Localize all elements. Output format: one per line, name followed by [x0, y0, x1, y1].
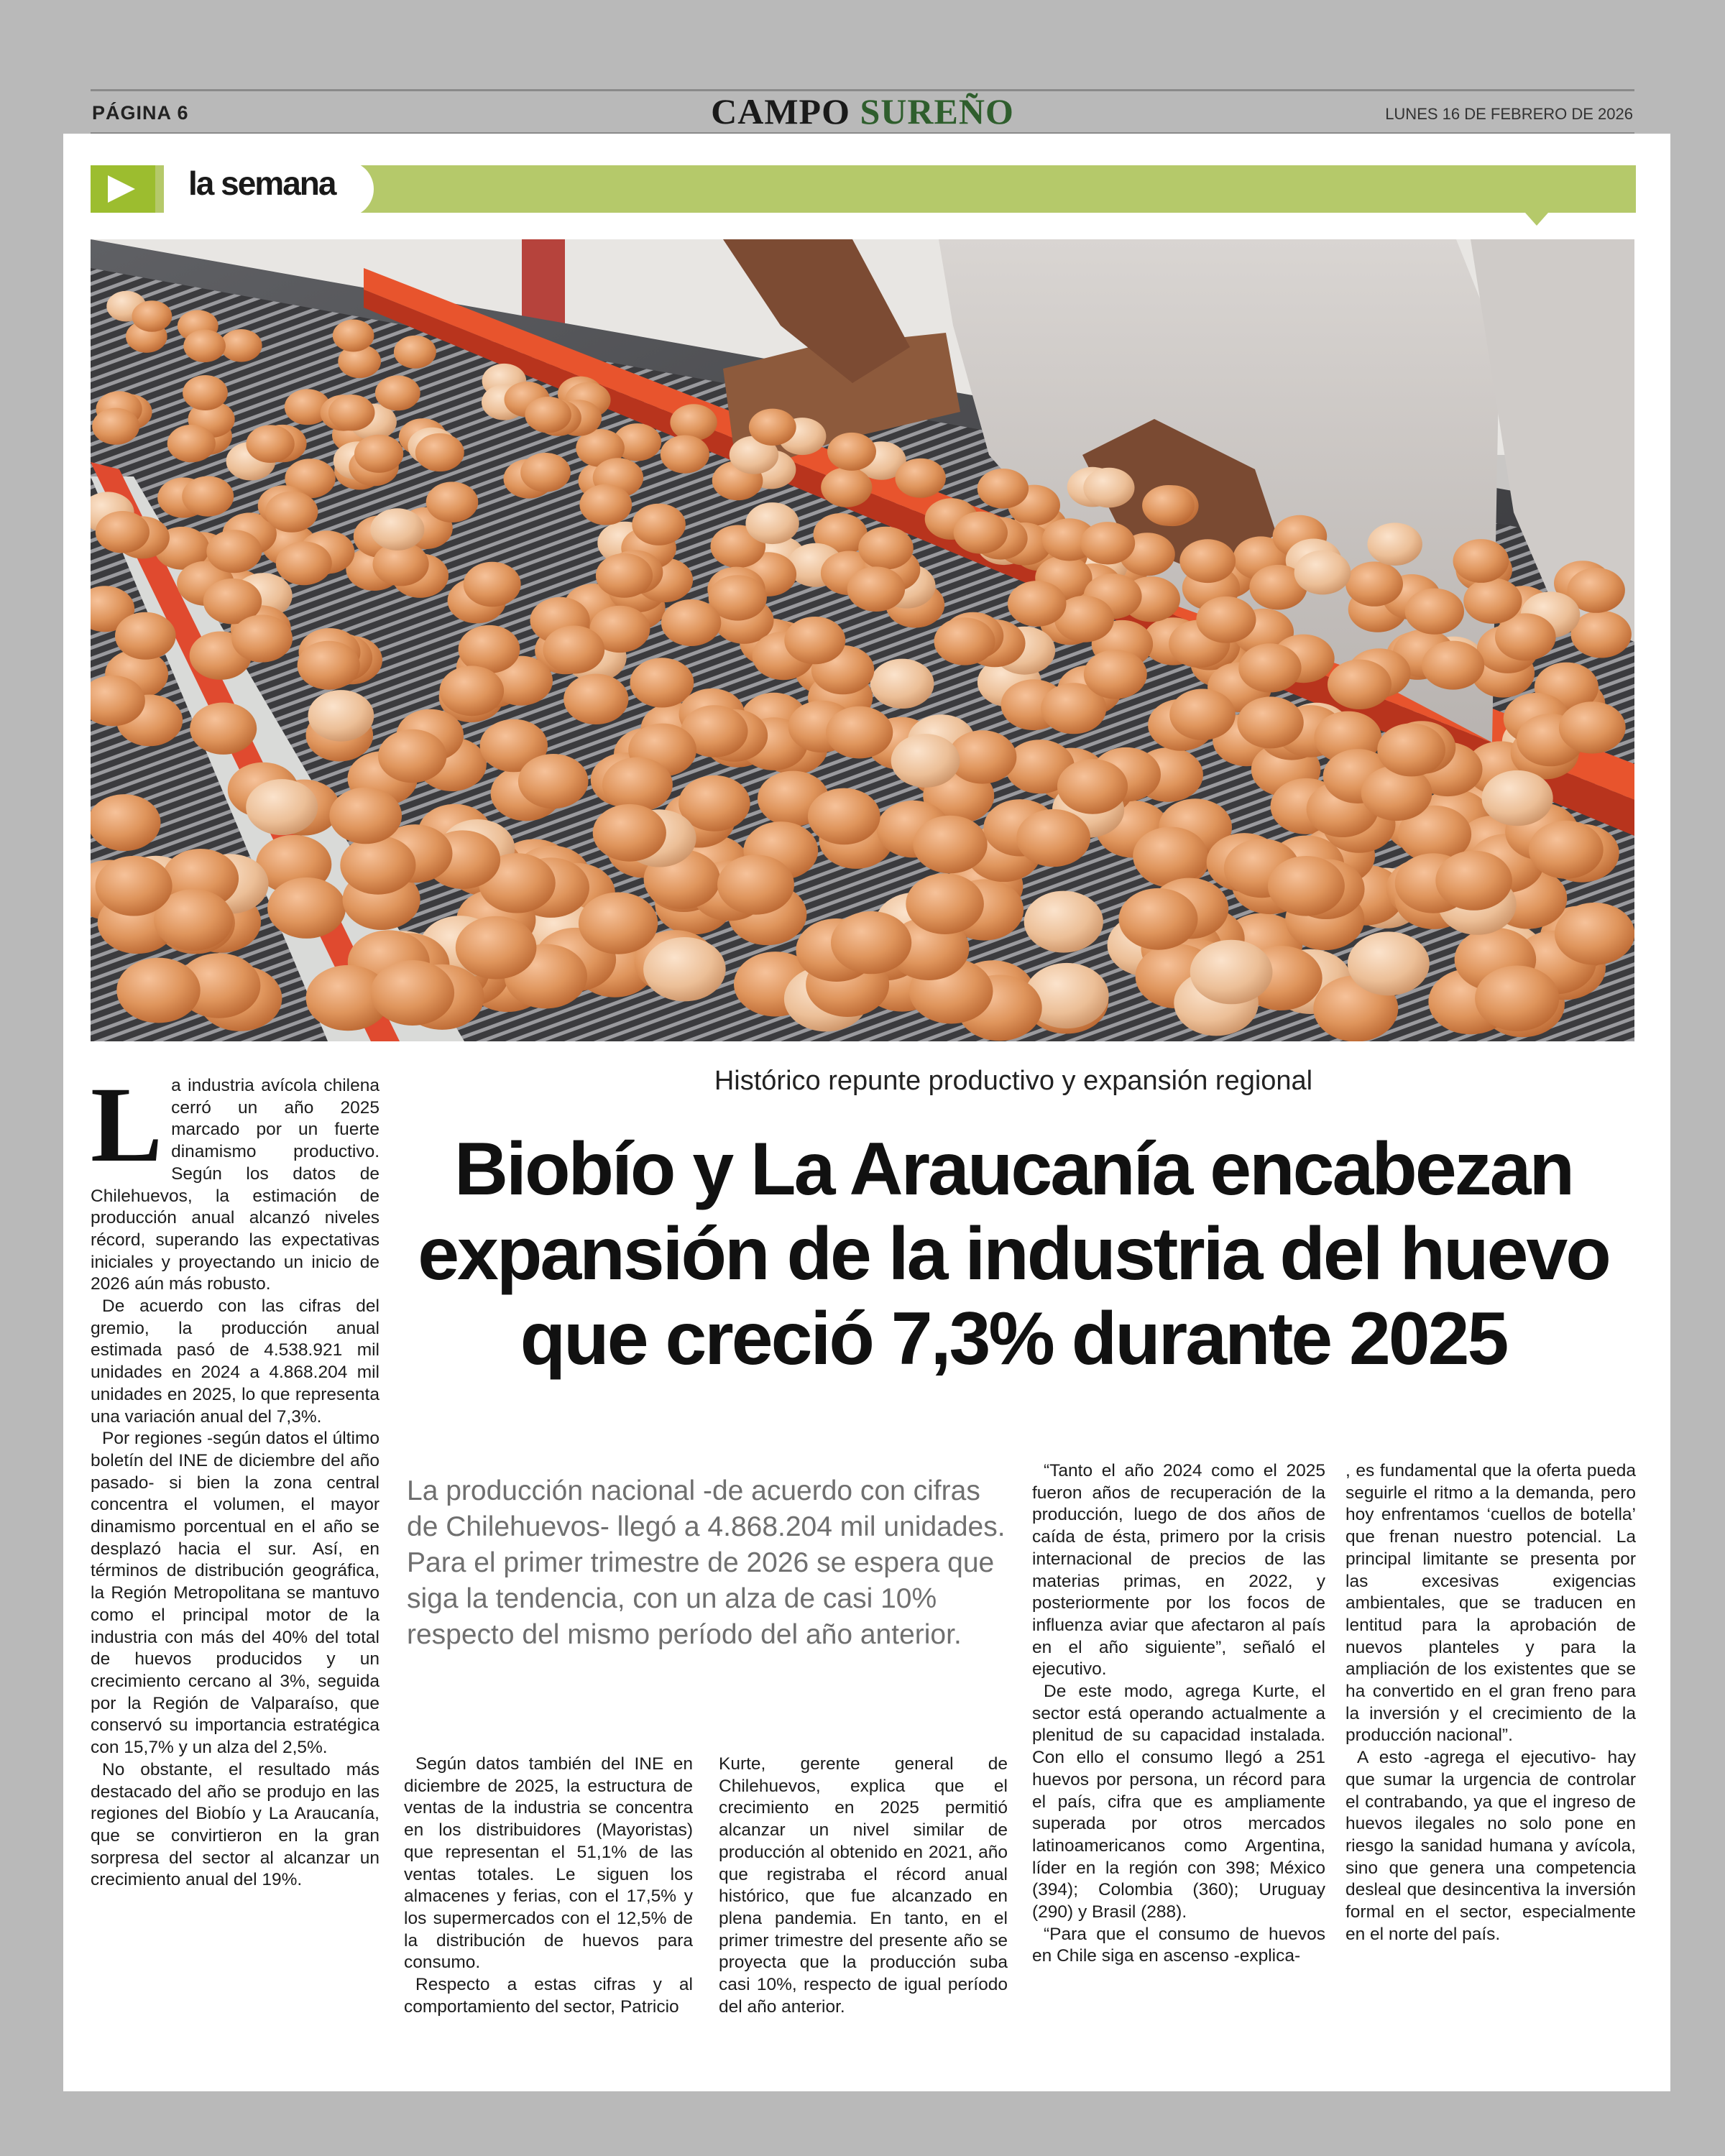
headline-line: expansión de la industria del huevo	[418, 1212, 1609, 1296]
egg	[602, 757, 673, 812]
egg	[116, 958, 200, 1023]
headline-line: que creció 7,3% durante 2025	[520, 1297, 1507, 1381]
egg	[265, 492, 318, 533]
egg	[745, 502, 799, 544]
page-number: PÁGINA 6	[92, 102, 189, 124]
paragraph: A esto -agrega el ejecutivo- hay que sumar la urgencia de controlar el contrabando, ya que el ingreso de huevos ilegales no solo pone en riesgo la sanidad humana y avícola, sino que genera una competencia desleal que desincentiva la inversión formal en el sector, especialmente en el norte del país.	[1346, 1748, 1636, 1944]
egg	[96, 856, 172, 916]
text-column-3	[719, 1754, 1008, 2018]
egg	[596, 553, 653, 598]
masthead-campo: CAMPO	[711, 91, 850, 132]
egg	[564, 674, 628, 724]
egg	[1482, 770, 1553, 826]
egg	[643, 937, 726, 1001]
egg	[1405, 589, 1464, 635]
egg	[579, 484, 632, 525]
egg	[267, 877, 346, 939]
egg	[978, 469, 1029, 509]
egg	[91, 794, 161, 851]
egg	[220, 329, 262, 362]
drop-cap: L	[91, 1065, 163, 1184]
egg	[1346, 561, 1403, 606]
egg	[1179, 539, 1236, 583]
egg	[340, 836, 415, 895]
egg	[831, 911, 911, 974]
egg	[1133, 827, 1208, 885]
egg	[1190, 940, 1273, 1005]
eggs-on-conveyor-photo	[91, 239, 1634, 1041]
paragraph: No obstante, el resultado más destacado del año se produjo en las regiones del Biobío y La Araucanía, que se convirtieron en la gran sorpresa del sector al alcanzar un crecimiento anual del 19%.	[91, 1759, 380, 1890]
egg	[1084, 650, 1147, 699]
article-headline	[402, 1127, 1624, 1381]
egg	[858, 527, 914, 570]
egg	[1196, 596, 1256, 643]
paragraph: Por regiones -según datos el último boletín del INE de diciembre del año pasado- si bien la zona central concentra el volumen, el mayor dinamismo porcentual en el año se desplazó hacia el sur. Así, en términos de distribución geográfica, la Región Metropolitana se mantuvo como el principal motor de la industria con más del 40% del total de huevos producidos y un crecimiento cercano al 3%, seguida por la Región de Valparaíso, que conservó su importancia estratégica con 15,7% y un alza del 2,5%.	[91, 1429, 380, 1758]
egg	[183, 330, 226, 363]
paragraph: De acuerdo con las cifras del gremio, la producción anual estimada pasó de 4.538.921 mil unidades en 2024 a 4.868.204 mil unidades en 2025, lo que representa una variación anual del 7,3%.	[91, 1296, 380, 1427]
egg	[896, 459, 946, 498]
egg	[518, 754, 589, 808]
egg	[1008, 581, 1067, 627]
egg	[426, 482, 479, 522]
article-lead: La producción nacional -de acuerdo con cifras de Chilehuevos- llegó a 4.868.204 mil unidades. Para el primer trimestre de 2026 se espera que siga la tendencia, con un alza de casi 10% respecto del mismo período del año anterior.	[407, 1475, 1006, 1650]
egg	[378, 729, 446, 783]
egg	[96, 511, 150, 553]
egg	[1453, 539, 1509, 583]
egg	[1529, 821, 1604, 879]
egg	[1142, 485, 1195, 526]
masthead-sureno: SUREÑO	[860, 91, 1014, 132]
egg	[1559, 701, 1626, 753]
paragraph: Kurte, gerente general de Chilehuevos, explica que el crecimiento en 2025 permitió alcanzar un nivel similar de producción al obtenido en 2021, año que registraba el récord anual histórico, que fue alcanzado en plena pandemia. En tanto, en el primer trimestre del presente año se proyecta que la producción suba casi 10%, respecto de igual período del año anterior.	[719, 1754, 1008, 2017]
egg	[1268, 856, 1345, 916]
egg	[1348, 931, 1430, 995]
publication-date: LUNES 16 DE FEBRERO DE 2026	[1385, 105, 1633, 123]
egg	[847, 566, 905, 612]
section-label: la semana	[188, 165, 336, 202]
egg	[827, 433, 876, 471]
text-column-5	[1346, 1460, 1636, 1945]
egg	[1435, 851, 1512, 911]
egg	[593, 804, 666, 862]
egg	[1237, 696, 1303, 748]
egg	[354, 435, 403, 473]
egg	[670, 404, 717, 441]
paragraph	[91, 1065, 380, 1296]
egg	[190, 703, 257, 755]
egg	[1368, 522, 1422, 566]
egg	[231, 614, 293, 662]
paragraph: Respecto a estas cifras y al comportamiento del sector, Patricio	[404, 1975, 693, 2017]
egg	[1377, 723, 1445, 776]
egg	[630, 658, 694, 707]
egg	[1083, 468, 1134, 508]
egg	[821, 467, 872, 507]
paragraph: “Tanto el año 2024 como el 2025 fueron años de recuperación de la producción, luego de dos años de caída de ésta, primero por la crisis internacional de precios de las materias primas, en 2022, y posteriormente por los focos de influenza aviar que afectaron al país en el año siguiente”, señaló el ejecutivo.	[1032, 1461, 1325, 1680]
paragraph: , es fundamental que la oferta pueda seguirle el ritmo a la demanda, pero hoy enfrentamos ‘cuellos de botella’ que frenan nuestro potencial. La principal limitante se presenta por las excesivas exigencias ambientales, que se traducen en lentitud para la aprobación de nuevos planteles y para la ampliación de los existentes que se ha convertido en el gran freno para la inversión y el crecimiento de la producción nacional”.	[1346, 1461, 1636, 1746]
egg	[1238, 643, 1301, 692]
egg	[934, 617, 995, 665]
egg	[913, 816, 987, 874]
egg	[520, 453, 571, 492]
egg	[1169, 689, 1236, 740]
egg	[167, 425, 216, 462]
egg	[1119, 888, 1198, 950]
section-banner-tail	[1525, 213, 1548, 226]
egg	[632, 504, 686, 545]
egg	[525, 397, 571, 433]
egg	[870, 659, 934, 709]
egg	[329, 788, 402, 844]
egg	[440, 665, 505, 716]
egg	[1555, 903, 1634, 965]
egg	[1016, 809, 1090, 867]
headline-line: Biobío y La Araucanía encabezan	[454, 1128, 1573, 1211]
egg	[92, 408, 139, 445]
egg	[543, 626, 604, 674]
egg	[375, 375, 420, 410]
paragraph: “Para que el consumo de huevos en Chile siga en ascenso -explica-	[1032, 1924, 1325, 1966]
paragraph: Según datos también del INE en diciembre de 2025, la estructura de ventas de la industria se concentra en los distribuidores (Mayoristas) que representan el 51,1% de las ventas totales. Le siguen los almacenes y ferias, con el 17,5% y los supermercados con el 12,5% de la distribución de huevos para consumo.	[404, 1754, 693, 1973]
egg	[954, 512, 1008, 554]
text-column-4	[1032, 1460, 1325, 1968]
egg	[749, 409, 796, 446]
egg	[415, 433, 464, 471]
egg	[456, 916, 537, 980]
egg	[371, 960, 455, 1026]
egg	[808, 788, 880, 845]
egg	[206, 530, 262, 573]
article-kicker: Histórico repunte productivo y expansión regional	[714, 1066, 1313, 1096]
egg	[1463, 578, 1522, 624]
paragraph: De este modo, agrega Kurte, el sector está operando actualmente a plenitud de su capacidad instalada. Con ello el consumo llegó a 251 huevos por persona, un récord para el país, cifra que es ampliamente superada por otros mercados latinoamericanos como Argentina, líder en la región con 398; México (394); Colombia (360); Uruguay (290) y Brasil (288).	[1032, 1682, 1325, 1922]
egg	[1422, 641, 1484, 690]
egg	[328, 395, 375, 430]
egg	[1294, 550, 1351, 595]
egg	[1475, 966, 1559, 1031]
egg	[906, 873, 984, 934]
egg	[183, 375, 228, 410]
egg	[784, 617, 845, 664]
egg	[370, 508, 424, 550]
egg	[115, 612, 176, 660]
egg	[1080, 522, 1135, 564]
play-arrow-icon-triangle	[108, 175, 135, 203]
egg	[579, 893, 658, 954]
egg	[298, 641, 360, 690]
text-column-1	[91, 1065, 380, 1892]
egg	[182, 476, 234, 517]
egg	[661, 599, 721, 646]
paragraph-text: a industria avícola chilena cerró un año 2025 marcado por un fuerte dinamismo productivo. Según los datos de Chilehuevos, la estimación de producción anual alcanzó niveles récord, superando las expectativas iniciales y proyectando un inicio de 2026 aún más robusto.	[91, 1076, 380, 1294]
egg	[661, 436, 709, 474]
egg	[464, 562, 521, 607]
egg	[717, 854, 794, 914]
egg	[394, 336, 436, 369]
text-column-2	[404, 1754, 693, 2018]
egg	[826, 706, 893, 759]
egg	[246, 425, 294, 463]
egg	[1571, 611, 1632, 658]
egg	[891, 734, 960, 788]
egg	[1024, 891, 1103, 953]
egg	[1057, 759, 1128, 814]
egg	[246, 779, 318, 835]
egg	[308, 690, 374, 742]
egg	[333, 320, 374, 352]
egg	[276, 541, 332, 585]
egg	[1328, 660, 1392, 709]
egg	[132, 300, 172, 332]
